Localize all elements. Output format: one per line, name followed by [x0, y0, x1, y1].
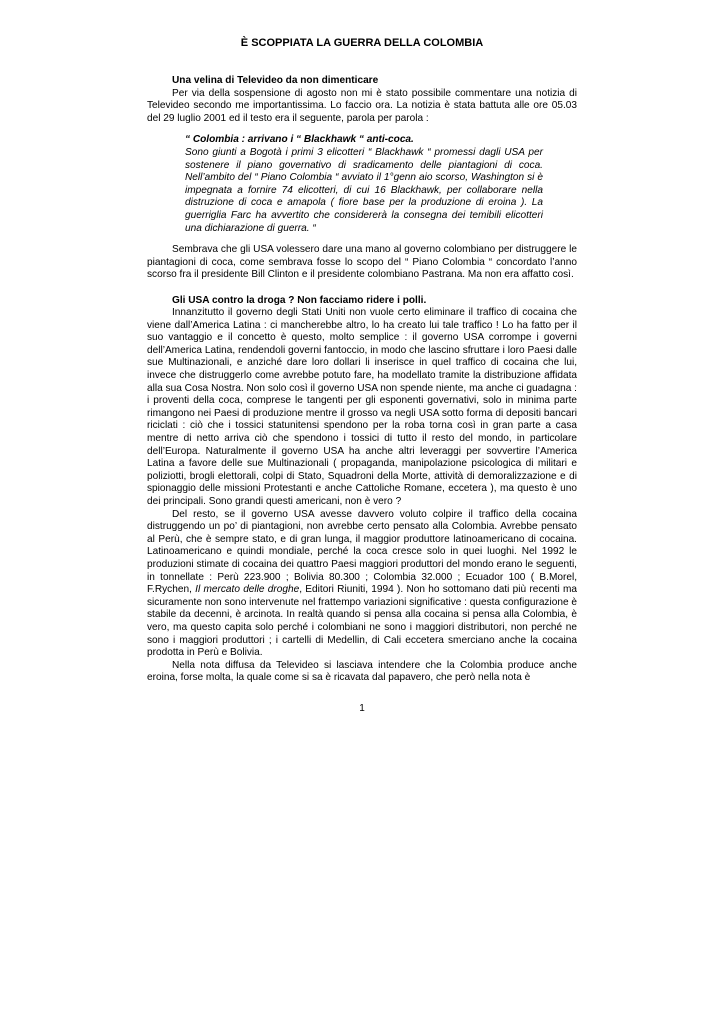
paragraph-intro: Per via della sospensione di agosto non mi è stato possibile commentare una notizia di Televideo secondo me importantissima. Lo faccio ora. La notizia è stata battuta alle ore 05.03 del 29 luglio 2001 ed il testo era il seguente, parola per parola : — [147, 87, 577, 124]
page-number: 1 — [359, 703, 365, 714]
section-heading-televideo: Una velina di Televideo da non dimenticare — [172, 75, 379, 86]
paragraph-spacer — [147, 282, 577, 295]
section-heading-usa-droga: Gli USA contro la droga ? Non facciamo ridere i polli. — [172, 294, 427, 306]
paragraph-produzioni-cocaina — [147, 509, 577, 660]
paragraph-piano-colombia: Sembrava che gli USA volessero dare una mano al governo colombiano per distruggere le piantagioni di coca, come sembrava fosse lo scopo del “ Piano Colombia “ concordato l’anno scorso fra il presidente Bill Clinton e il presidente colombiano Pastrana. Ma non era affatto così. — [147, 244, 577, 281]
quote-title: “ Colombia : arrivano i “ Blackhawk “ anti-coca. — [185, 134, 414, 146]
paragraph-traffico-cocaina: Innanzitutto il governo degli Stati Uniti non vuole certo eliminare il traffico di cocaina che viene dall’America Latina : ci mancherebbe altro, lo ha creato lui tale traffico ! Lo ha fatto per il suo vantaggio e il concetto è questo, molto semplice : il governo USA corrompe i governi dell’America Latina, rendendoli governi fantoccio, in modo che lascino sfruttare i loro Paesi dalle sue Multinazionali, e anziché dare loro dollari li inserisce in quel traffico di cocaina che lui, invece che distruggerlo come avrebbe potuto fare, ha modellato tramite la distribuzione affidata alla sua Cosa Nostra. Non solo così il governo USA non spende niente, ma anche ci guadagna : i proventi della coca, comprese le tangenti per gli esponenti governativi, solo in minima parte rimangono nei Paesi di produzione mentre il grosso va negli USA sotto forma di depositi bancari riciclati : ciò che i tossici statunitensi spendono per la roba torna così in gran parte a casa mentre di netto arriva ciò che spendono i tossici di tutto il resto del mondo, in particolare dell’Europa. Naturalmente il governo USA ha anche altri leveraggi per sovvertire l’America Latina a favore delle sue Multinazionali ( propaganda, manipolazione psicologica di militari e poliziotti, brogli elettorali, colpi di Stato, Squadroni della Morte, attività di demoralizzazione e di spionaggio delle missioni Protestanti e anche Cattoliche Romane, eccetera ), ma questo è uno dei principali. Sono grandi questi americani, non è vero ? — [147, 307, 577, 507]
quote-body: Sono giunti a Bogotà i primi 3 elicotteri “ Blackhawk “ promessi dagli USA per sostenere il piano governativo di sradicamento delle piantagioni di coca. Nell’ambito del “ Piano Colombia “ avviato il 1°genn aio scorso, Washington si è impegnata a fornire 74 elicotteri, di cui 16 Blackhawk, per collaborare nella distruzione di coca e amapola ( fiore base per la produzione di eroina ). La guerriglia Farc ha avvertito che considererà la consegna dei temibili elicotteri una dichiarazione di guerra. “ — [185, 146, 543, 234]
paragraph-produzioni-text-start: Del resto, se il governo USA avesse davvero voluto colpire il traffico della cocaina distruggendo un po’ di piantagioni, non avrebbe certo pensato alla Colombia. Avrebbe pensato al Perù, che è sempre stato, e di gran lunga, il maggior produttore latinoamericano di cocaina. Latinoamericano e quindi mondiale, perché la coca cresce solo in quei luoghi. Nel 1992 le produzioni stimate di cocaina dei quattro Paesi maggiori produttori del mondo erano le seguenti, in tonnellate : Perù 223.900 ; Bolivia 80.300 ; Colombia 32.000 ; Ecuador 100 ( B.Morel, F.Rychen, — [147, 508, 577, 596]
paragraph-produzioni-text-end: , Editori Riuniti, 1994 ). Non ho sottomano dati più recenti ma sicuramente non sono intervenute nel frattempo variazioni significative : questa configurazione è stabile da decenni, è arcinota. In realtà quando si pensa alla cocaina si pensa alla Colombia, è vero, ma questo capita solo perché i colombiani ne sono i maggiori distributori, non perché ne sono i maggiori produttori ; i cartelli di Medellin, di Cali eccetera smerciano anche la cocaina prodotta in Perù e Bolivia. — [147, 584, 577, 659]
book-title-citation: Il mercato delle droghe — [195, 584, 300, 596]
quoted-news-block — [185, 134, 543, 235]
document-title: È SCOPPIATA LA GUERRA DELLA COLOMBIA — [240, 37, 484, 49]
paragraph-nota-eroina: Nella nota diffusa da Televideo si lasciava intendere che la Colombia produce anche eroina, forse molta, la quale come si sa è ricavata dal papavero, che però nella nota è — [147, 659, 577, 684]
document-page — [147, 36, 577, 685]
